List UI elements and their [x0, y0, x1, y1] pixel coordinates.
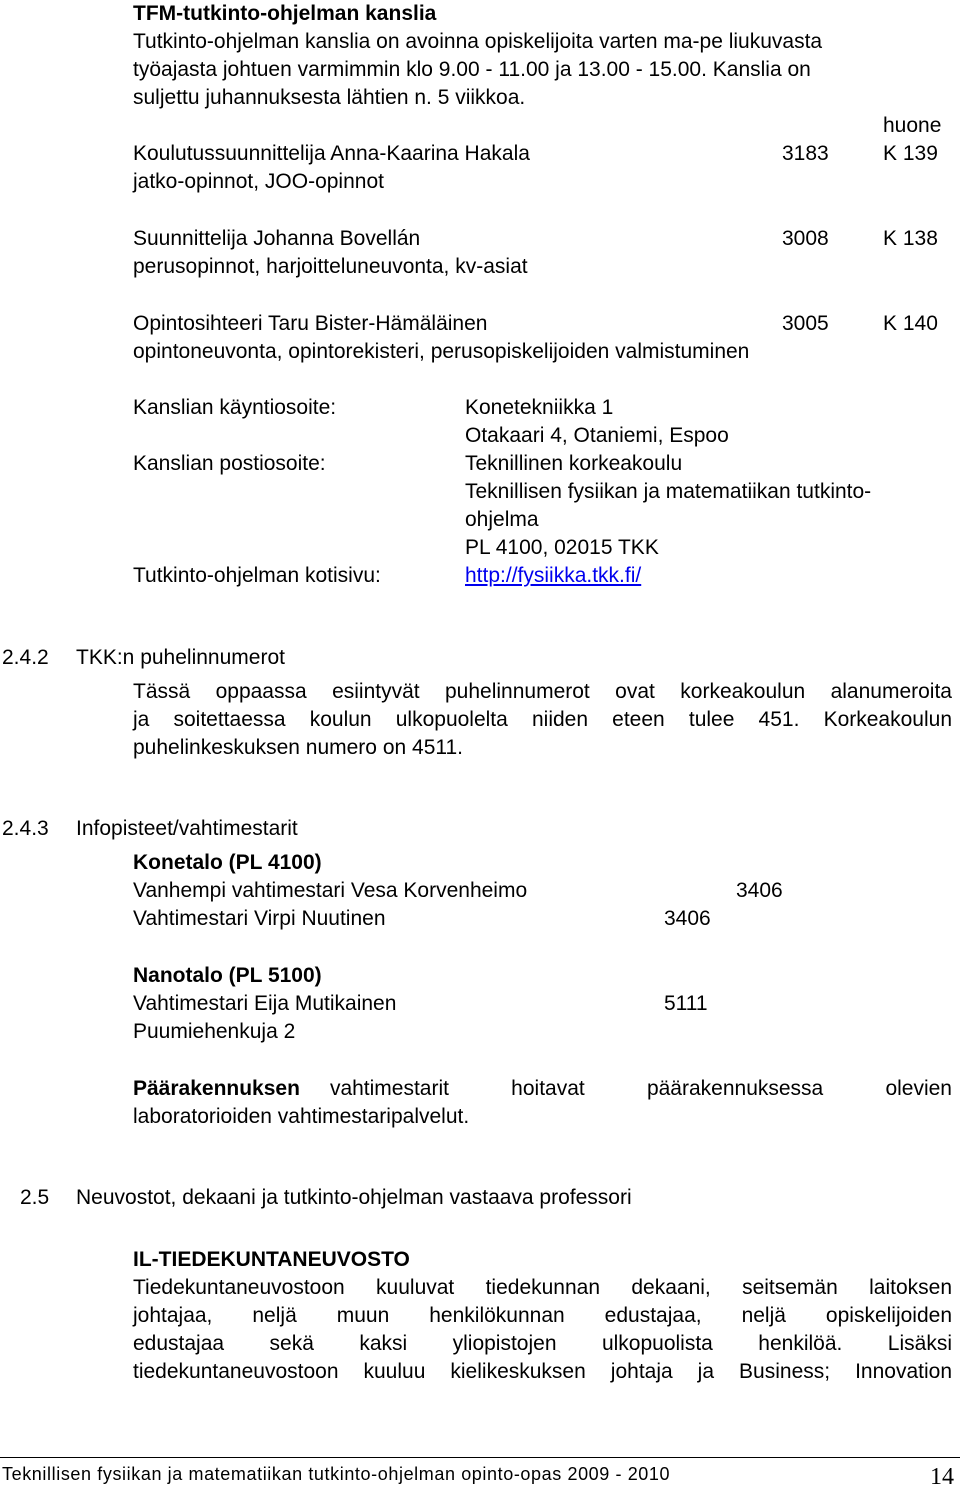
building-heading: Nanotalo (PL 5100)	[133, 964, 322, 987]
main-building-line	[133, 1076, 952, 1102]
kanslia-title: TFM-tutkinto-ohjelman kanslia	[133, 2, 437, 25]
building-heading: Konetalo (PL 4100)	[133, 851, 322, 874]
staff-room: K 138	[883, 227, 938, 250]
section-title: TKK:n puhelinnumerot	[76, 646, 285, 669]
building-address: Puumiehenkuja 2	[133, 1020, 296, 1043]
janitor-name: Vahtimestari Virpi Nuutinen	[133, 907, 386, 930]
staff-phone: 3008	[782, 227, 829, 250]
post-address-line: PL 4100, 02015 TKK	[465, 536, 659, 559]
staff-duties: jatko-opinnot, JOO-opinnot	[133, 170, 384, 193]
footer-divider	[0, 1457, 960, 1458]
homepage-label: Tutkinto-ohjelman kotisivu:	[133, 564, 381, 587]
visit-address-line: Otakaari 4, Otaniemi, Espoo	[465, 424, 729, 447]
kanslia-intro-line: Tutkinto-ohjelman kanslia on avoinna opiskelijoita varten ma-pe liukuvasta	[133, 30, 823, 53]
staff-duties: perusopinnot, harjoitteluneuvonta, kv-asiat	[133, 255, 528, 278]
paragraph-line: puhelinkeskuksen numero on 4511.	[133, 736, 464, 759]
post-address-line: Teknillinen korkeakoulu	[465, 452, 683, 475]
kanslia-intro-line: työajasta johtuen varmimmin klo 9.00 - 11.00 ja 13.00 - 15.00. Kanslia on	[133, 58, 811, 81]
visit-address-line: Konetekniikka 1	[465, 396, 614, 419]
staff-room: K 139	[883, 142, 938, 165]
paragraph-line: johtajaa, neljä muun henkilökunnan edustajaa, neljä opiskelijoiden	[133, 1304, 952, 1327]
main-building-text: vahtimestarit hoitavat päärakennuksessa olevien	[329, 1077, 952, 1100]
council-heading: IL-TIEDEKUNTANEUVOSTO	[133, 1248, 410, 1271]
staff-phone: 3183	[782, 142, 829, 165]
janitor-name: Vahtimestari Eija Mutikainen	[133, 992, 397, 1015]
room-column-header: huone	[883, 114, 942, 137]
paragraph-line: edustajaa sekä kaksi yliopistojen ulkopuolista henkilöä. Lisäksi	[133, 1332, 952, 1355]
paragraph-line: Tiedekuntaneuvostoon kuuluvat tiedekunnan dekaani, seitsemän laitoksen	[133, 1276, 952, 1299]
section-title: Infopisteet/vahtimestarit	[76, 817, 298, 840]
janitor-phone: 5111	[664, 992, 708, 1015]
paragraph-line: Tässä oppaassa esiintyvät puhelinnumerot ovat korkeakoulun alanumeroita	[133, 680, 952, 703]
homepage-link[interactable]: http://fysiikka.tkk.fi/	[465, 564, 642, 587]
section-number: 2.4.3	[2, 817, 49, 840]
janitor-phone: 3406	[664, 907, 711, 930]
staff-name: Opintosihteeri Taru Bister-Hämäläinen	[133, 312, 488, 335]
visit-address-label: Kanslian käyntiosoite:	[133, 396, 337, 419]
main-building-bold: Päärakennuksen	[133, 1077, 300, 1100]
staff-room: K 140	[883, 312, 938, 335]
post-address-label: Kanslian postiosoite:	[133, 452, 326, 475]
staff-name: Koulutussuunnittelija Anna-Kaarina Hakala	[133, 142, 530, 165]
section-number: 2.5	[20, 1186, 50, 1209]
staff-duties: opintoneuvonta, opintorekisteri, perusopiskelijoiden valmistuminen	[133, 340, 750, 363]
post-address-line: Teknillisen fysiikan ja matematiikan tutkinto-	[465, 480, 872, 503]
section-number: 2.4.2	[2, 646, 49, 669]
paragraph-line: laboratorioiden vahtimestaripalvelut.	[133, 1105, 470, 1128]
page-number: 14	[930, 1464, 954, 1490]
footer-text: Teknillisen fysiikan ja matematiikan tutkinto-ohjelman opinto-opas 2009 - 2010	[2, 1464, 671, 1484]
section-title: Neuvostot, dekaani ja tutkinto-ohjelman vastaava professori	[76, 1186, 632, 1209]
paragraph-line: tiedekuntaneuvostoon kuuluu kielikeskuksen johtaja ja Business; Innovation	[133, 1360, 952, 1383]
janitor-name: Vanhempi vahtimestari Vesa Korvenheimo	[133, 879, 528, 902]
kanslia-intro-line: suljettu juhannuksesta lähtien n. 5 viikkoa.	[133, 86, 526, 109]
janitor-phone: 3406	[736, 879, 783, 902]
staff-name: Suunnittelija Johanna Bovellán	[133, 227, 421, 250]
paragraph-line: ja soitettaessa koulun ulkopuolelta niiden eteen tulee 451. Korkeakoulun	[133, 708, 952, 731]
staff-phone: 3005	[782, 312, 829, 335]
post-address-line: ohjelma	[465, 508, 539, 531]
